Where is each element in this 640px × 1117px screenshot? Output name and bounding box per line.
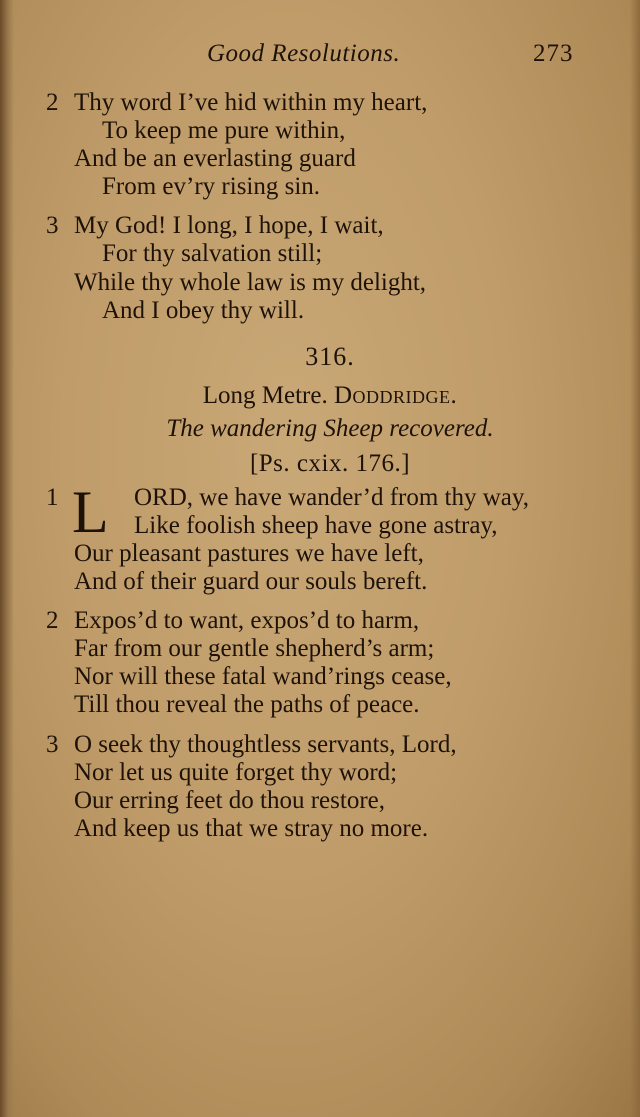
page-spine-shadow <box>0 0 14 1117</box>
verse-line: My God! I long, I hope, I wait, <box>74 212 384 239</box>
verse-line: Thy word I’ve hid within my heart, <box>74 89 428 116</box>
verse-line: From ev’ry rising sin. <box>102 173 321 200</box>
author: Doddridge. <box>333 382 458 409</box>
verse-line: While thy whole law is my delight, <box>74 269 427 296</box>
verse-line: To keep me pure within, <box>102 117 346 144</box>
page-edge-shadow <box>630 0 640 1117</box>
verse-number: 2 <box>46 607 59 634</box>
page-header <box>0 40 640 74</box>
verse-line: O seek thy thoughtless servants, Lord, <box>74 731 457 758</box>
verse-number: 3 <box>46 212 59 239</box>
running-head: Good Resolutions. <box>207 40 401 67</box>
verse-line: And be an everlasting guard <box>74 145 356 172</box>
verse-line: ORD, we have wander’d from thy way, <box>134 484 530 511</box>
verse-line: Our pleasant pastures we have left, <box>74 540 424 567</box>
hymn-subtitle: The wandering Sheep recovered. <box>166 415 494 442</box>
verse-number: 2 <box>46 89 59 116</box>
verse-line: Nor will these fatal wand’rings cease, <box>74 663 452 690</box>
verse-line: Expos’d to want, expos’d to harm, <box>74 607 420 634</box>
verse-line: And I obey thy will. <box>102 297 305 324</box>
verse-line: Our erring feet do thou restore, <box>74 787 385 814</box>
verse-line: Far from our gentle shepherd’s arm; <box>74 635 435 662</box>
page-number: 273 <box>533 40 574 67</box>
verse-line: For thy salvation still; <box>102 240 323 267</box>
meter: Long Metre. <box>202 382 328 409</box>
hymn-meter-line <box>0 382 640 410</box>
verse-line: Nor let us quite forget thy word; <box>74 759 398 786</box>
verse-line: Till thou reveal the paths of peace. <box>74 691 420 718</box>
verse-number: 1 <box>46 484 59 511</box>
verse-line: And keep us that we stray no more. <box>74 815 429 842</box>
verse-line: And of their guard our souls bereft. <box>74 568 428 595</box>
drop-cap: L <box>72 479 109 545</box>
hymn-number: 316. <box>305 342 355 371</box>
verse-number: 3 <box>46 731 59 758</box>
scripture-reference: [Ps. cxix. 176.] <box>249 450 411 477</box>
verse-line: Like foolish sheep have gone astray, <box>134 512 498 539</box>
